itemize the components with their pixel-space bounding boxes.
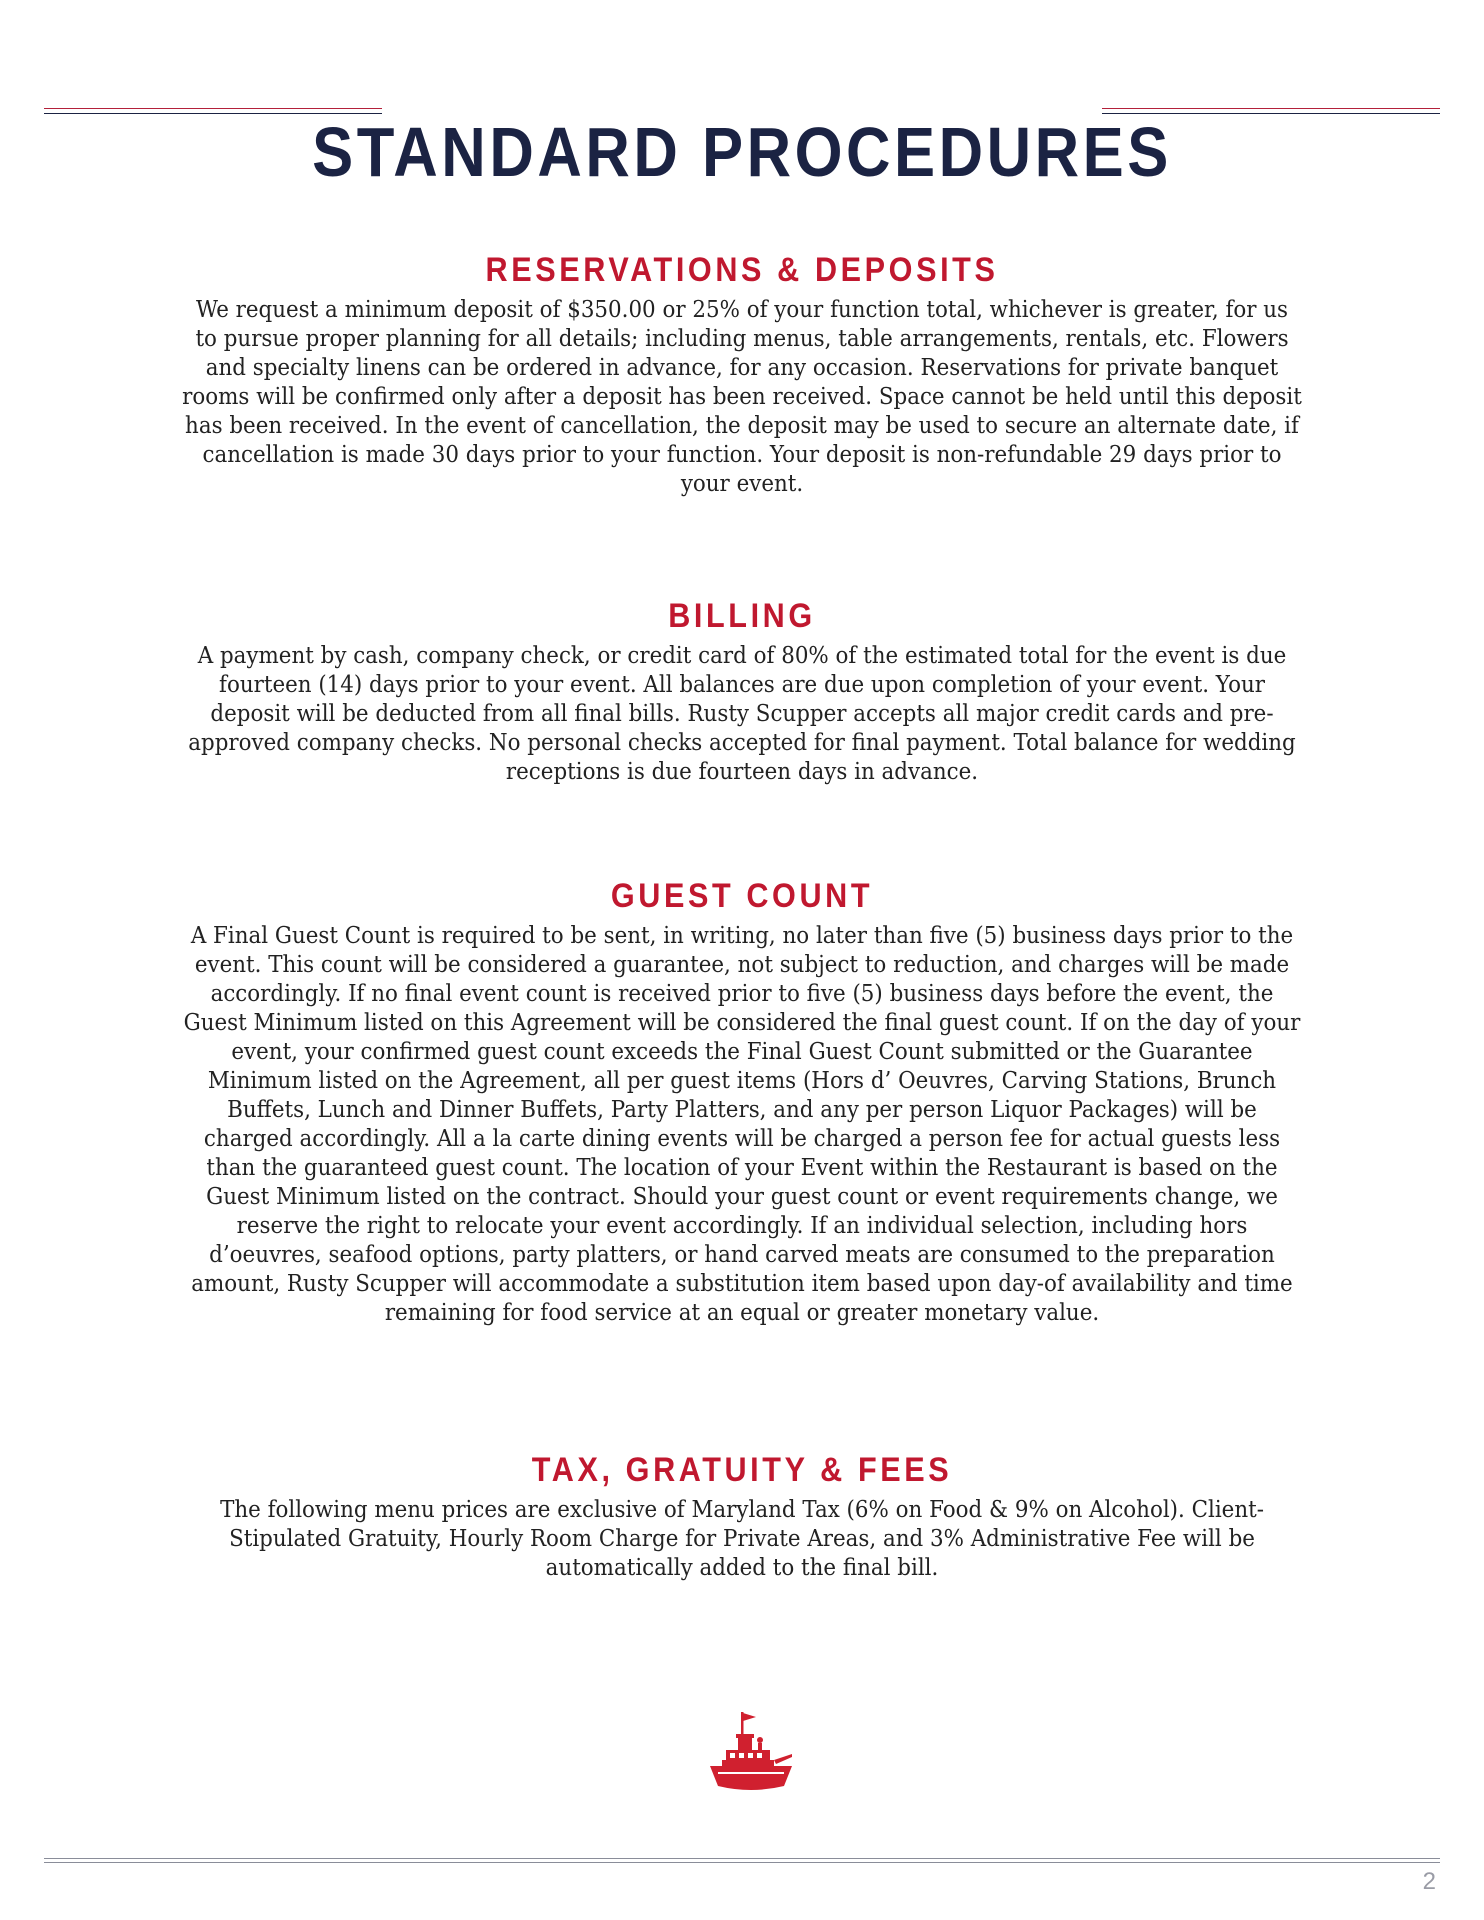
section-billing xyxy=(140,596,1344,787)
header-rule-right xyxy=(1102,108,1440,114)
page-number: 2 xyxy=(1422,1868,1436,1895)
ship-logo-icon xyxy=(708,1710,794,1794)
section-body: A payment by cash, company check, or credit card of 80% of the estimated total for the event is due fourteen (14) days prior to your event. All balances are due upon completion of your event. Your deposit will be deducted from all final bills. Rusty Scupper accepts all major credit cards and pre-approved company checks. No personal checks accepted for final payment. Total balance for wedding receptions is due fourteen days in advance. xyxy=(188,643,1296,785)
section-body: The following menu prices are exclusive of Maryland Tax (6% on Food & 9% on Alcohol). Client-Stipulated Gratuity, Hourly Room Charge for Private Areas, and 3% Administrative Fee will be automatically added to the final bill. xyxy=(220,1497,1264,1581)
section-reservations-deposits xyxy=(140,250,1344,499)
section-tax-gratuity-fees xyxy=(140,1450,1344,1583)
section-body: We request a minimum deposit of $350.00 or 25% of your function total, whichever is greater, for us to pursue proper planning for all details; including menus, table arrangements, rentals, etc. Flowers and specialty linens can be ordered in advance, for any occasion. Reservations for private banquet rooms will be confirmed only after a deposit has been received. Space cannot be held until this deposit has been received. In the event of cancellation, the deposit may be used to secure an alternate date, if cancellation is made 30 days prior to your function. Your deposit is non-refundable 29 days prior to your event. xyxy=(182,297,1302,497)
page-header xyxy=(44,60,1440,191)
section-body: A Final Guest Count is required to be sent, in writing, no later than five (5) business days prior to the event. This count will be considered a guarantee, not subject to reduction, and charges will be made accordingly. If no final event count is received prior to five (5) business days before the event, the Guest Minimum listed on this Agreement will be considered the final guest count. If on the day of your event, your confirmed guest count exceeds the Final Guest Count submitted or the Guarantee Minimum listed on the Agreement, all per guest items (Hors d’ Oeuvres, Carving Stations, Brunch Buffets, Lunch and Dinner Buffets, Party Platters, and any per person Liquor Packages) will be charged accordingly. All a la carte dining events will be charged a person fee for actual guests less than the guaranteed guest count. The location of your Event within the Restaurant is based on the Guest Minimum listed on the contract. Should your guest count or event requirements change, we reserve the right to relocate your event accordingly. If an individual selection, including hors d’oeuvres, seafood options, party platters, or hand carved meats are consumed to the preparation amount, Rusty Scupper will accommodate a substitution item based upon day-of availability and time remaining for food service at an equal or greater monetary value. xyxy=(183,923,1301,1326)
footer-rule xyxy=(44,1858,1440,1863)
page-title: STANDARD PROCEDURES xyxy=(312,112,1172,191)
section-guest-count xyxy=(140,876,1344,1328)
section-heading: TAX, GRATUITY & FEES xyxy=(531,1451,953,1489)
section-heading: GUEST COUNT xyxy=(610,877,874,915)
section-heading: RESERVATIONS & DEPOSITS xyxy=(485,251,999,289)
section-heading: BILLING xyxy=(668,597,816,635)
